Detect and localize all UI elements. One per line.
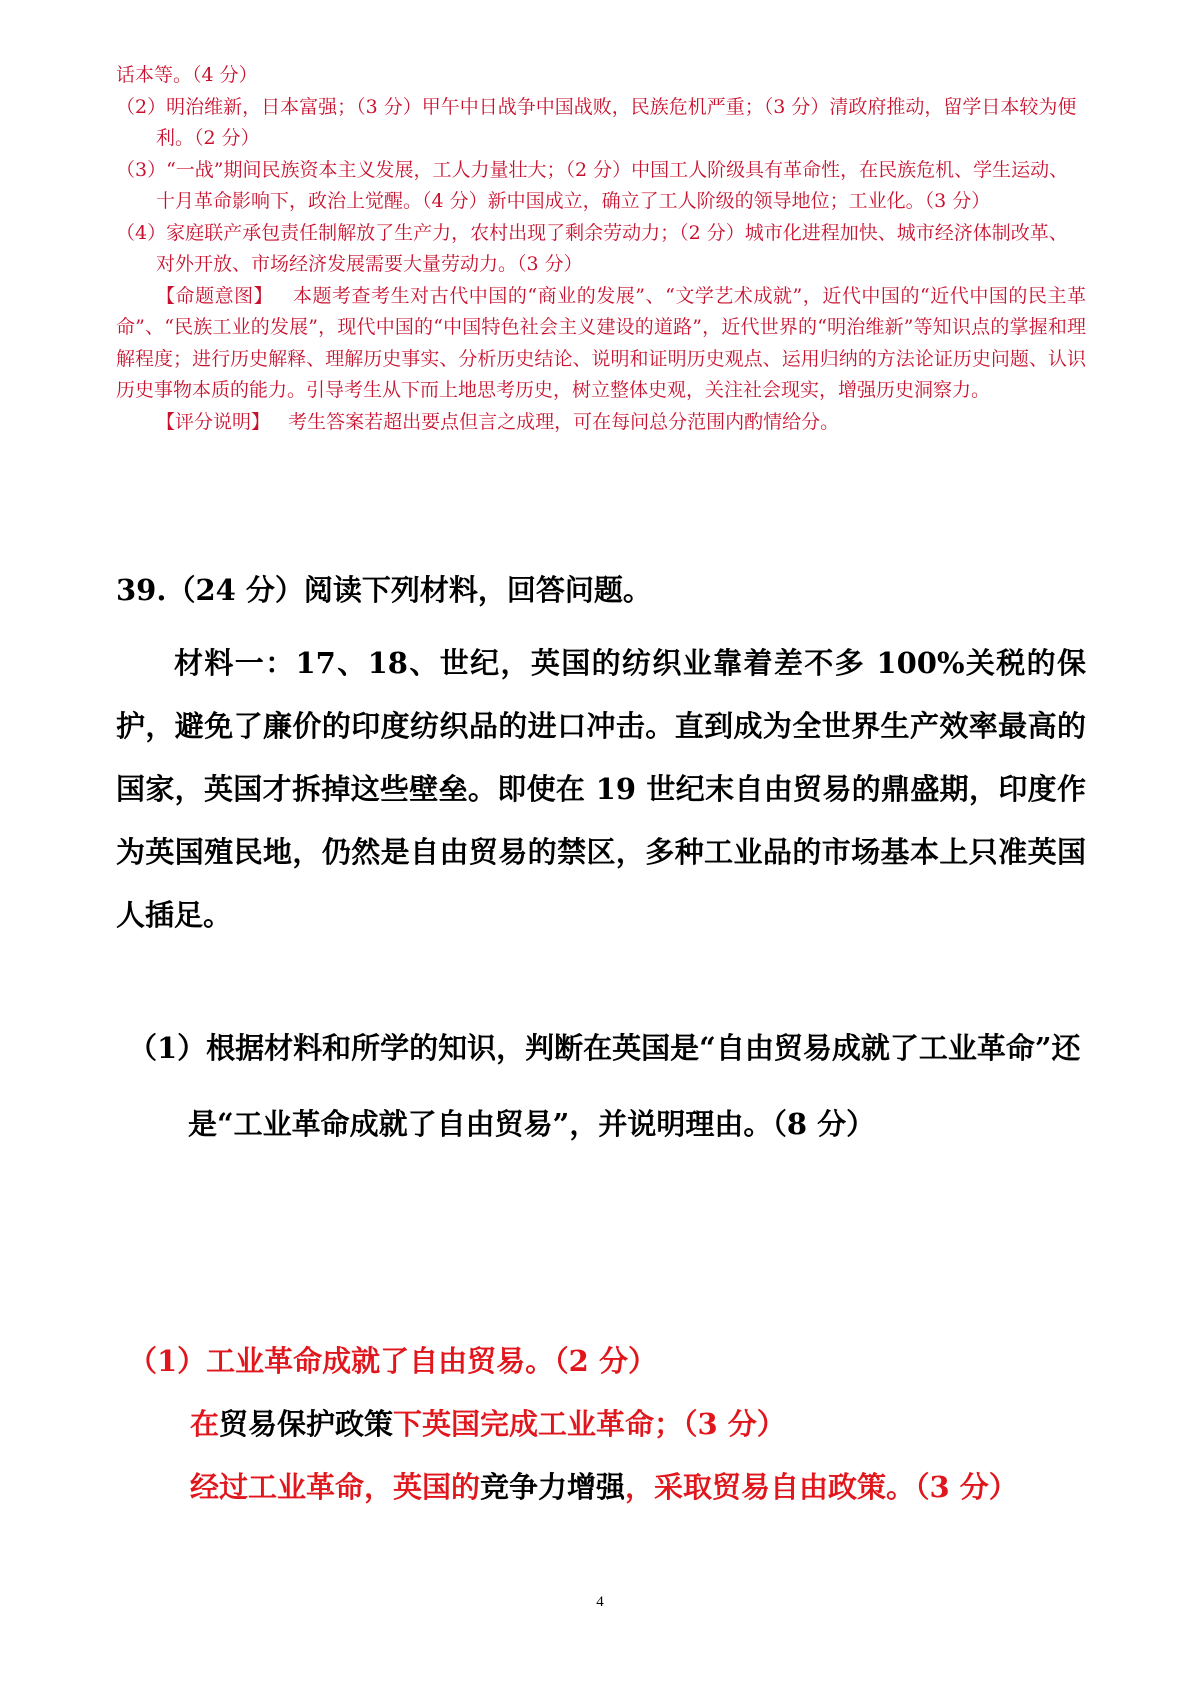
answer-line-3-part-c: ，采取贸易自由政策。（3 分） [625, 1470, 1018, 1504]
scoring-note-paragraph [116, 407, 1086, 439]
answer-line-2-part-b: 贸易保护政策 [219, 1407, 394, 1441]
answer-line-1: （1）工业革命成就了自由贸易。（2 分） [128, 1344, 657, 1378]
answer-key-item-2: （2）明治维新，日本富强；（3 分）甲午中日战争中国战败，民族危机严重；（3 分）清政府推动，留学日本较为便利。（2 分） [116, 95, 1077, 149]
answer-block [128, 1330, 1088, 1519]
answer-line-3-part-a: 经过工业革命，英国的 [190, 1470, 481, 1504]
question-intent-text: 本题考查考生对古代中国的“商业的发展”、“文学艺术成就”，近代中国的“近代中国的民主革命”、“民族工业的发展”，现代中国的“中国特色社会主义建设的道路”，近代世界的“明治维新”等知识点的掌握和理解程度；进行历史解释、理解历史事实、分析历史结论、说明和证明历史观点、运用归纳的方法论证历史问题、认识历史事物本质的能力。引导考生从下而上地思考历史，树立整体史观，关注社会现实，增强历史洞察力。 [116, 284, 1086, 401]
answer-line-3-part-b: 竞争力增强 [480, 1470, 626, 1504]
scoring-note-text: 考生答案若超出要点但言之成理，可在每问总分范围内酌情给分。 [288, 410, 840, 433]
answer-key-item-3: （3）“一战”期间民族资本主义发展，工人力量壮大；（2 分）中国工人阶级具有革命性，在民族危机、学生运动、十月革命影响下，政治上觉醒。（4 分）新中国成立，确立了工人阶级的领导地位；工业化。（3 分） [116, 158, 1069, 212]
answer-key-line-continued: 话本等。（4 分） [116, 64, 258, 86]
answer-line-3 [128, 1456, 1088, 1519]
page-number: 4 [596, 1594, 604, 1610]
question-title: 39.（24 分）阅读下列材料，回答问题。 [116, 573, 652, 607]
material-one: 材料一：17、18、世纪，英国的纺织业靠着差不多 100%关税的保护，避免了廉价的印度纺织品的进口冲击。直到成为全世界生产效率最高的国家，英国才拆掉这些壁垒。即使在 19 世纪末自由贸易的鼎盛期，印度作为英国殖民地，仍然是自由贸易的禁区，多种工业品的市场基本上只准英国人插足。 [116, 646, 1086, 932]
answer-key-block [116, 60, 1086, 438]
sub-question-1: （1）根据材料和所学的知识，判断在英国是“自由贸易成就了工业革命”还是“工业革命成就了自由贸易”，并说明理由。（8 分） [128, 1031, 1081, 1141]
answer-line-2 [128, 1393, 1088, 1456]
answer-key-item-4: （4）家庭联产承包责任制解放了生产力，农村出现了剩余劳动力；（2 分）城市化进程加快、城市经济体制改革、对外开放、市场经济发展需要大量劳动力。（3 分） [116, 221, 1068, 275]
answer-line-2-part-a: 在 [190, 1407, 220, 1441]
question-intent-paragraph [116, 281, 1086, 407]
answer-line-2-part-c: 下英国完成工业革命；（3 分） [393, 1407, 786, 1441]
scoring-note-tag: 【评分说明】 [156, 410, 271, 433]
question-intent-tag: 【命题意图】 [156, 284, 274, 307]
